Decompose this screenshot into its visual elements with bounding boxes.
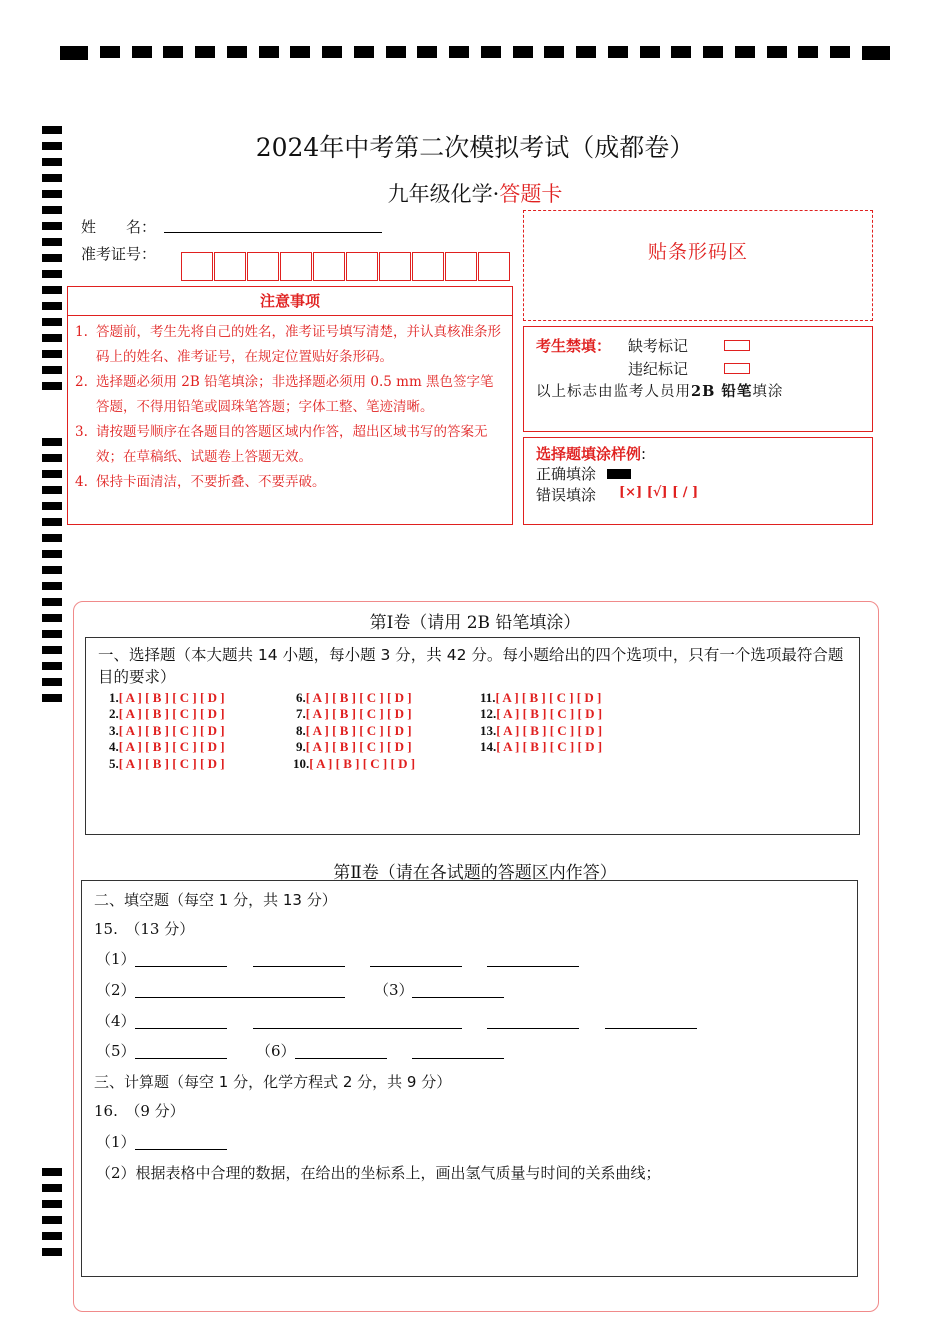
- answer-blank[interactable]: [487, 1027, 579, 1029]
- answer-blank[interactable]: [135, 1057, 227, 1059]
- written-answer-box: [81, 880, 858, 1277]
- q15-part1-label: （1）: [96, 950, 136, 968]
- notice-panel: [67, 286, 513, 525]
- mc-question[interactable]: 8.[ A ] [ B ] [ C ] [ D ]: [296, 723, 412, 738]
- mc-question[interactable]: 4.[ A ] [ B ] [ C ] [ D ]: [109, 739, 225, 754]
- mc-question[interactable]: 9.[ A ] [ B ] [ C ] [ D ]: [296, 739, 412, 754]
- left-timing-marks-upper: [42, 126, 62, 398]
- id-label: 准考证号：: [81, 245, 157, 263]
- mc-question[interactable]: 6.[ A ] [ B ] [ C ] [ D ]: [296, 690, 412, 705]
- mc-question[interactable]: 10.[ A ] [ B ] [ C ] [ D ]: [293, 756, 416, 771]
- sample-title: 选择题填涂样例:: [536, 445, 647, 463]
- mc-question[interactable]: 12.[ A ] [ B ] [ C ] [ D ]: [480, 706, 603, 721]
- q16-part1-label: （1）: [96, 1133, 136, 1151]
- name-field[interactable]: [164, 232, 382, 233]
- q15-part2-label: （2）: [96, 981, 136, 999]
- mc-question[interactable]: 2.[ A ] [ B ] [ C ] [ D ]: [109, 706, 225, 721]
- answer-blank[interactable]: [412, 1057, 504, 1059]
- mc-question[interactable]: 5.[ A ] [ B ] [ C ] [ D ]: [109, 756, 225, 771]
- absent-mark-box[interactable]: [724, 340, 750, 351]
- answer-blank[interactable]: [135, 1027, 227, 1029]
- subtitle-card: 答题卡: [499, 182, 563, 206]
- answer-blank[interactable]: [135, 996, 345, 998]
- correct-fill-mark: [607, 469, 631, 479]
- barcode-area: [523, 210, 873, 321]
- wrong-fill-marks: [×] [√] [ / ]: [619, 485, 699, 500]
- q15-part4-label: （4）: [96, 1012, 136, 1030]
- violation-mark-label: 违纪标记: [628, 360, 689, 378]
- calc-section-heading: 三、计算题（每空 1 分，化学方程式 2 分，共 9 分）: [94, 1073, 452, 1091]
- fill-section-heading: 二、填空题（每空 1 分，共 13 分）: [94, 891, 337, 909]
- violation-mark-box[interactable]: [724, 363, 750, 374]
- fill-sample-panel: [523, 437, 873, 525]
- card-subtitle: [0, 178, 950, 208]
- mc-question[interactable]: 3.[ A ] [ B ] [ C ] [ D ]: [109, 723, 225, 738]
- exam-title: 2024年中考第二次模拟考试（成都卷）: [255, 133, 695, 162]
- absent-mark-label: 缺考标记: [628, 337, 689, 355]
- answer-blank[interactable]: [135, 965, 227, 967]
- question-15-label: 15. （13 分）: [94, 920, 195, 938]
- barcode-label: 贴条形码区: [647, 241, 748, 263]
- forbid-title: 考生禁填：: [536, 337, 612, 355]
- part2-title: 第Ⅱ卷（请在各试题的答题区内作答）: [333, 863, 617, 883]
- answer-blank[interactable]: [253, 1027, 462, 1029]
- notice-title: 注意事项: [68, 287, 512, 316]
- wrong-fill-label: 错误填涂: [536, 486, 597, 504]
- q15-part3-label: （3）: [374, 981, 414, 999]
- id-number-boxes[interactable]: [181, 252, 511, 281]
- answer-blank[interactable]: [135, 1148, 227, 1150]
- left-timing-marks-middle: [42, 438, 62, 710]
- mc-question[interactable]: 14.[ A ] [ B ] [ C ] [ D ]: [480, 739, 603, 754]
- mc-question[interactable]: 1.[ A ] [ B ] [ C ] [ D ]: [109, 690, 225, 705]
- top-timing-marks: [60, 46, 890, 60]
- answer-blank[interactable]: [605, 1027, 697, 1029]
- q16-part2-text: （2）根据表格中合理的数据，在给出的坐标系上，画出氢气质量与时间的关系曲线；: [96, 1164, 661, 1182]
- name-label: 姓 名：: [81, 218, 157, 236]
- answer-blank[interactable]: [487, 965, 579, 967]
- subtitle-subject: 九年级化学·: [387, 182, 500, 206]
- forbid-note: 以上标志由监考人员用2B 铅笔填涂: [536, 383, 784, 400]
- question-16-label: 16. （9 分）: [94, 1102, 185, 1120]
- answer-blank[interactable]: [370, 965, 462, 967]
- mc-question[interactable]: 13.[ A ] [ B ] [ C ] [ D ]: [480, 723, 603, 738]
- multiple-choice-box: [85, 637, 860, 835]
- notice-item: 4. 保持卡面清洁，不要折叠、不要弄破。: [75, 474, 326, 490]
- part1-title: 第Ⅰ卷（请用 2B 铅笔填涂）: [369, 613, 581, 633]
- left-timing-marks-lower: [42, 1168, 62, 1264]
- answer-blank[interactable]: [253, 965, 345, 967]
- q15-part5-label: （5）: [96, 1042, 136, 1060]
- answer-blank[interactable]: [295, 1057, 387, 1059]
- correct-fill-label: 正确填涂: [536, 465, 597, 483]
- mc-question[interactable]: 7.[ A ] [ B ] [ C ] [ D ]: [296, 706, 412, 721]
- q15-part6-label: （6）: [256, 1042, 296, 1060]
- examinee-forbidden-panel: [523, 326, 873, 432]
- mc-question[interactable]: 11.[ A ] [ B ] [ C ] [ D ]: [480, 690, 602, 705]
- answer-blank[interactable]: [412, 996, 504, 998]
- notice-item: 2. 选择题必须用 2B 铅笔填涂；非选择题必须用 0.5 mm 黑色签字笔答题，不得用铅笔或圆珠笔答题；字体工整、笔迹清晰。: [75, 374, 494, 415]
- mc-intro: 一、选择题（本大题共 14 小题，每小题 3 分，共 42 分。每小题给出的四个选项中，只有一个选项最符合题目的要求）: [98, 646, 844, 686]
- notice-item: 1. 答题前，考生先将自己的姓名，准考证号填写清楚，并认真核准条形码上的姓名、准考证号，在规定位置贴好条形码。: [75, 324, 501, 365]
- notice-item: 3. 请按题号顺序在各题目的答题区域内作答，超出区域书写的答案无效；在草稿纸、试题卷上答题无效。: [75, 424, 488, 465]
